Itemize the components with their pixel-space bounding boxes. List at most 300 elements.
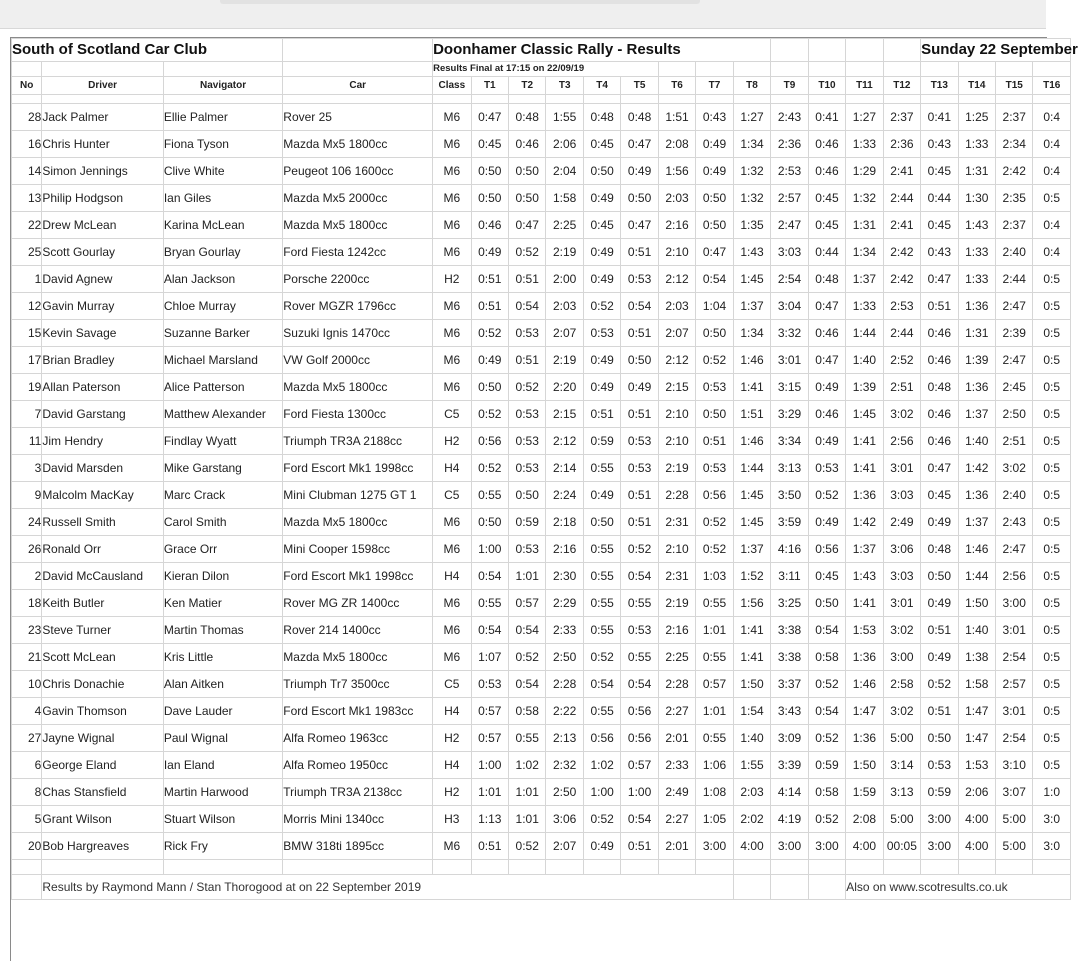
stage-time-t13: 0:46 (921, 347, 958, 374)
stage-time-t5: 0:53 (621, 266, 658, 293)
stage-time-t5: 0:47 (621, 212, 658, 239)
stage-time-t16: 0:4 (1033, 158, 1071, 185)
stage-time-t9: 2:54 (771, 266, 808, 293)
results-sheet[interactable] (10, 37, 1078, 961)
stage-time-t3: 2:20 (546, 374, 583, 401)
stage-time-t9: 3:50 (771, 482, 808, 509)
stage-time-t1: 0:46 (471, 212, 508, 239)
stage-time-t2: 0:53 (509, 455, 546, 482)
stage-time-t5: 0:53 (621, 428, 658, 455)
car-number: 22 (12, 212, 42, 239)
stage-time-t11: 1:59 (846, 779, 883, 806)
stage-time-t14: 1:31 (958, 320, 995, 347)
stage-time-t6: 2:15 (658, 374, 695, 401)
column-header-t11: T11 (846, 77, 883, 95)
stage-time-t2: 0:58 (509, 698, 546, 725)
stage-time-t3: 2:50 (546, 779, 583, 806)
stage-time-t11: 1:36 (846, 482, 883, 509)
table-row (12, 374, 1071, 401)
stage-time-t10: 0:52 (808, 671, 845, 698)
column-header-t16: T16 (1033, 77, 1071, 95)
stage-time-t8: 1:54 (733, 698, 771, 725)
stage-time-t6: 2:03 (658, 293, 695, 320)
column-header-t14: T14 (958, 77, 995, 95)
stage-time-t16: 0:5 (1033, 293, 1071, 320)
car-model: Ford Escort Mk1 1998cc (283, 455, 433, 482)
driver-name: George Eland (42, 752, 163, 779)
stage-time-t10: 0:45 (808, 185, 845, 212)
stage-time-t1: 0:56 (471, 428, 508, 455)
stage-time-t11: 1:31 (846, 212, 883, 239)
stage-time-t3: 2:16 (546, 536, 583, 563)
stage-time-t14: 1:30 (958, 185, 995, 212)
title-row (12, 39, 1071, 62)
navigator-name: Ellie Palmer (163, 104, 282, 131)
stage-time-t7: 0:50 (696, 320, 733, 347)
stage-time-t12: 3:01 (883, 455, 920, 482)
car-class: H4 (433, 752, 471, 779)
stage-time-t12: 2:41 (883, 212, 920, 239)
navigator-name: Alan Jackson (163, 266, 282, 293)
driver-name: Scott McLean (42, 644, 163, 671)
stage-time-t7: 0:52 (696, 509, 733, 536)
column-header-t8: T8 (733, 77, 771, 95)
stage-time-t5: 0:55 (621, 644, 658, 671)
results-credits: Results by Raymond Mann / Stan Thorogood at on 22 September 2019 (42, 875, 733, 900)
stage-time-t5: 0:57 (621, 752, 658, 779)
stage-time-t15: 2:40 (996, 239, 1033, 266)
stage-time-t13: 0:48 (921, 536, 958, 563)
stage-time-t14: 1:46 (958, 536, 995, 563)
footer-row (12, 875, 1071, 900)
stage-time-t10: 0:59 (808, 752, 845, 779)
driver-name: Scott Gourlay (42, 239, 163, 266)
table-row (12, 104, 1071, 131)
stage-time-t3: 1:55 (546, 104, 583, 131)
car-class: H3 (433, 806, 471, 833)
stage-time-t14: 1:58 (958, 671, 995, 698)
column-header-t12: T12 (883, 77, 920, 95)
stage-time-t1: 0:50 (471, 509, 508, 536)
navigator-name: Stuart Wilson (163, 806, 282, 833)
stage-time-t11: 1:50 (846, 752, 883, 779)
driver-name: Chas Stansfield (42, 779, 163, 806)
stage-time-t1: 1:13 (471, 806, 508, 833)
table-row (12, 212, 1071, 239)
stage-time-t3: 2:25 (546, 212, 583, 239)
table-row (12, 617, 1071, 644)
driver-name: Brian Bradley (42, 347, 163, 374)
car-number: 16 (12, 131, 42, 158)
stage-time-t13: 0:41 (921, 104, 958, 131)
stage-time-t8: 1:45 (733, 266, 771, 293)
toolbar-handle (220, 0, 700, 4)
stage-time-t6: 2:08 (658, 131, 695, 158)
column-header-row (12, 77, 1071, 95)
stage-time-t9: 3:13 (771, 455, 808, 482)
stage-time-t15: 2:35 (996, 185, 1033, 212)
stage-time-t1: 1:01 (471, 779, 508, 806)
navigator-name: Ken Matier (163, 590, 282, 617)
stage-time-t8: 1:50 (733, 671, 771, 698)
car-number: 7 (12, 401, 42, 428)
stage-time-t13: 3:00 (921, 833, 958, 860)
table-row (12, 671, 1071, 698)
stage-time-t1: 0:52 (471, 320, 508, 347)
stage-time-t16: 0:5 (1033, 482, 1071, 509)
stage-time-t12: 2:44 (883, 185, 920, 212)
navigator-name: Martin Harwood (163, 779, 282, 806)
stage-time-t9: 3:37 (771, 671, 808, 698)
stage-time-t12: 2:56 (883, 428, 920, 455)
stage-time-t16: 0:5 (1033, 374, 1071, 401)
navigator-name: Fiona Tyson (163, 131, 282, 158)
stage-time-t4: 0:55 (583, 590, 620, 617)
stage-time-t13: 0:50 (921, 725, 958, 752)
stage-time-t12: 5:00 (883, 806, 920, 833)
stage-time-t2: 0:50 (509, 482, 546, 509)
stage-time-t11: 1:45 (846, 401, 883, 428)
car-model: VW Golf 2000cc (283, 347, 433, 374)
driver-name: Chris Hunter (42, 131, 163, 158)
stage-time-t15: 3:01 (996, 617, 1033, 644)
stage-time-t10: 0:46 (808, 158, 845, 185)
stage-time-t14: 1:47 (958, 725, 995, 752)
stage-time-t4: 0:48 (583, 104, 620, 131)
stage-time-t13: 0:46 (921, 428, 958, 455)
stage-time-t1: 0:53 (471, 671, 508, 698)
stage-time-t2: 0:52 (509, 833, 546, 860)
stage-time-t7: 0:49 (696, 158, 733, 185)
stage-time-t2: 1:01 (509, 779, 546, 806)
car-number: 20 (12, 833, 42, 860)
stage-time-t13: 0:47 (921, 455, 958, 482)
stage-time-t1: 1:07 (471, 644, 508, 671)
driver-name: Grant Wilson (42, 806, 163, 833)
stage-time-t7: 1:01 (696, 698, 733, 725)
stage-time-t6: 2:10 (658, 401, 695, 428)
stage-time-t16: 0:5 (1033, 320, 1071, 347)
stage-time-t8: 1:41 (733, 617, 771, 644)
stage-time-t6: 2:31 (658, 509, 695, 536)
stage-time-t10: 0:50 (808, 590, 845, 617)
stage-time-t2: 0:53 (509, 536, 546, 563)
stage-time-t14: 1:36 (958, 374, 995, 401)
stage-time-t7: 1:05 (696, 806, 733, 833)
car-number: 2 (12, 563, 42, 590)
column-header-no: No (12, 77, 42, 95)
table-row (12, 590, 1071, 617)
car-number: 1 (12, 266, 42, 293)
navigator-name: Carol Smith (163, 509, 282, 536)
stage-time-t16: 0:4 (1033, 239, 1071, 266)
stage-time-t9: 2:47 (771, 212, 808, 239)
stage-time-t13: 0:44 (921, 185, 958, 212)
stage-time-t14: 4:00 (958, 806, 995, 833)
driver-name: Philip Hodgson (42, 185, 163, 212)
stage-time-t1: 0:52 (471, 401, 508, 428)
stage-time-t15: 2:54 (996, 725, 1033, 752)
stage-time-t3: 2:24 (546, 482, 583, 509)
car-model: Mini Clubman 1275 GT 1 (283, 482, 433, 509)
car-model: Triumph TR3A 2138cc (283, 779, 433, 806)
stage-time-t11: 1:34 (846, 239, 883, 266)
driver-name: Keith Butler (42, 590, 163, 617)
stage-time-t12: 3:02 (883, 617, 920, 644)
stage-time-t6: 2:16 (658, 212, 695, 239)
car-number: 13 (12, 185, 42, 212)
stage-time-t14: 1:33 (958, 239, 995, 266)
stage-time-t4: 0:53 (583, 320, 620, 347)
car-number: 10 (12, 671, 42, 698)
table-row (12, 509, 1071, 536)
car-class: M6 (433, 185, 471, 212)
stage-time-t13: 0:49 (921, 590, 958, 617)
stage-time-t11: 1:42 (846, 509, 883, 536)
table-row (12, 833, 1071, 860)
driver-name: Drew McLean (42, 212, 163, 239)
stage-time-t15: 2:47 (996, 293, 1033, 320)
website-link[interactable]: Also on www.scotresults.co.uk (846, 875, 1071, 900)
stage-time-t4: 0:52 (583, 644, 620, 671)
stage-time-t4: 0:49 (583, 266, 620, 293)
table-row (12, 644, 1071, 671)
column-header-t10: T10 (808, 77, 845, 95)
stage-time-t14: 1:37 (958, 401, 995, 428)
column-header-driver: Driver (42, 77, 163, 95)
stage-time-t4: 0:50 (583, 158, 620, 185)
stage-time-t6: 2:19 (658, 590, 695, 617)
stage-time-t12: 2:41 (883, 158, 920, 185)
car-model: Mini Cooper 1598cc (283, 536, 433, 563)
stage-time-t8: 1:35 (733, 212, 771, 239)
table-row (12, 455, 1071, 482)
stage-time-t13: 0:51 (921, 293, 958, 320)
stage-time-t10: 0:49 (808, 509, 845, 536)
car-number: 27 (12, 725, 42, 752)
car-model: Rover 214 1400cc (283, 617, 433, 644)
stage-time-t13: 0:50 (921, 563, 958, 590)
stage-time-t15: 2:51 (996, 428, 1033, 455)
car-model: BMW 318ti 1895cc (283, 833, 433, 860)
stage-time-t2: 0:48 (509, 104, 546, 131)
stage-time-t1: 0:54 (471, 563, 508, 590)
stage-time-t12: 2:53 (883, 293, 920, 320)
stage-time-t10: 0:52 (808, 725, 845, 752)
stage-time-t15: 2:45 (996, 374, 1033, 401)
stage-time-t13: 0:45 (921, 482, 958, 509)
results-table (11, 38, 1078, 900)
stage-time-t9: 2:57 (771, 185, 808, 212)
stage-time-t6: 2:10 (658, 536, 695, 563)
car-number: 23 (12, 617, 42, 644)
stage-time-t7: 0:53 (696, 374, 733, 401)
stage-time-t14: 1:47 (958, 698, 995, 725)
stage-time-t3: 2:50 (546, 644, 583, 671)
car-number: 11 (12, 428, 42, 455)
stage-time-t13: 0:59 (921, 779, 958, 806)
column-header-class: Class (433, 77, 471, 95)
stage-time-t6: 1:56 (658, 158, 695, 185)
stage-time-t15: 2:37 (996, 212, 1033, 239)
stage-time-t15: 2:43 (996, 509, 1033, 536)
stage-time-t8: 4:00 (733, 833, 771, 860)
stage-time-t10: 0:56 (808, 536, 845, 563)
driver-name: Gavin Thomson (42, 698, 163, 725)
stage-time-t8: 1:45 (733, 509, 771, 536)
car-number: 5 (12, 806, 42, 833)
car-model: Morris Mini 1340cc (283, 806, 433, 833)
car-number: 8 (12, 779, 42, 806)
stage-time-t1: 0:50 (471, 185, 508, 212)
stage-time-t10: 0:52 (808, 806, 845, 833)
stage-time-t10: 0:49 (808, 428, 845, 455)
car-class: M6 (433, 131, 471, 158)
navigator-name: Marc Crack (163, 482, 282, 509)
stage-time-t2: 0:52 (509, 239, 546, 266)
car-model: Ford Fiesta 1242cc (283, 239, 433, 266)
stage-time-t16: 0:4 (1033, 212, 1071, 239)
navigator-name: Alan Aitken (163, 671, 282, 698)
top-toolbar (0, 0, 1046, 29)
stage-time-t7: 1:06 (696, 752, 733, 779)
car-class: M6 (433, 833, 471, 860)
car-class: H2 (433, 266, 471, 293)
stage-time-t9: 3:11 (771, 563, 808, 590)
car-model: Alfa Romeo 1950cc (283, 752, 433, 779)
stage-time-t14: 1:25 (958, 104, 995, 131)
car-model: Ford Escort Mk1 1998cc (283, 563, 433, 590)
stage-time-t10: 0:47 (808, 293, 845, 320)
navigator-name: Kieran Dilon (163, 563, 282, 590)
stage-time-t3: 2:12 (546, 428, 583, 455)
stage-time-t2: 0:57 (509, 590, 546, 617)
stage-time-t4: 1:00 (583, 779, 620, 806)
stage-time-t13: 0:49 (921, 509, 958, 536)
stage-time-t11: 1:37 (846, 536, 883, 563)
stage-time-t13: 0:46 (921, 401, 958, 428)
stage-time-t5: 0:54 (621, 806, 658, 833)
stage-time-t4: 0:52 (583, 293, 620, 320)
stage-time-t16: 0:5 (1033, 644, 1071, 671)
stage-time-t3: 2:19 (546, 239, 583, 266)
stage-time-t3: 1:58 (546, 185, 583, 212)
stage-time-t16: 0:5 (1033, 590, 1071, 617)
stage-time-t11: 1:37 (846, 266, 883, 293)
stage-time-t12: 2:52 (883, 347, 920, 374)
stage-time-t9: 3:09 (771, 725, 808, 752)
stage-time-t2: 0:51 (509, 347, 546, 374)
stage-time-t9: 3:32 (771, 320, 808, 347)
stage-time-t12: 2:44 (883, 320, 920, 347)
stage-time-t9: 2:43 (771, 104, 808, 131)
stage-time-t8: 1:34 (733, 320, 771, 347)
stage-time-t11: 1:53 (846, 617, 883, 644)
stage-time-t10: 0:54 (808, 698, 845, 725)
stage-time-t16: 0:5 (1033, 752, 1071, 779)
stage-time-t10: 0:46 (808, 131, 845, 158)
stage-time-t2: 0:54 (509, 671, 546, 698)
stage-time-t16: 0:5 (1033, 347, 1071, 374)
stage-time-t1: 0:50 (471, 374, 508, 401)
stage-time-t3: 2:04 (546, 158, 583, 185)
stage-time-t5: 0:49 (621, 374, 658, 401)
car-class: H2 (433, 725, 471, 752)
navigator-name: Kris Little (163, 644, 282, 671)
stage-time-t5: 0:47 (621, 131, 658, 158)
stage-time-t2: 0:55 (509, 725, 546, 752)
stage-time-t10: 0:48 (808, 266, 845, 293)
car-model: Rover MG ZR 1400cc (283, 590, 433, 617)
stage-time-t11: 1:33 (846, 131, 883, 158)
stage-time-t15: 3:01 (996, 698, 1033, 725)
stage-time-t3: 2:22 (546, 698, 583, 725)
stage-time-t15: 2:37 (996, 104, 1033, 131)
driver-name: Ronald Orr (42, 536, 163, 563)
table-row (12, 185, 1071, 212)
stage-time-t11: 1:27 (846, 104, 883, 131)
stage-time-t13: 0:43 (921, 131, 958, 158)
navigator-name: Matthew Alexander (163, 401, 282, 428)
stage-time-t3: 2:07 (546, 320, 583, 347)
table-row (12, 293, 1071, 320)
stage-time-t12: 00:05 (883, 833, 920, 860)
stage-time-t1: 0:49 (471, 239, 508, 266)
stage-time-t11: 1:46 (846, 671, 883, 698)
car-model: Triumph TR3A 2188cc (283, 428, 433, 455)
table-row (12, 752, 1071, 779)
stage-time-t5: 0:54 (621, 293, 658, 320)
car-class: M6 (433, 104, 471, 131)
stage-time-t9: 4:16 (771, 536, 808, 563)
stage-time-t2: 1:01 (509, 563, 546, 590)
stage-time-t3: 2:03 (546, 293, 583, 320)
stage-time-t5: 0:54 (621, 671, 658, 698)
stage-time-t8: 1:45 (733, 482, 771, 509)
stage-time-t12: 5:00 (883, 725, 920, 752)
stage-time-t9: 3:03 (771, 239, 808, 266)
stage-time-t12: 3:00 (883, 644, 920, 671)
stage-time-t7: 1:08 (696, 779, 733, 806)
car-class: C5 (433, 401, 471, 428)
car-model: Rover 25 (283, 104, 433, 131)
stage-time-t1: 0:45 (471, 131, 508, 158)
stage-time-t2: 0:54 (509, 617, 546, 644)
navigator-name: Findlay Wyatt (163, 428, 282, 455)
stage-time-t4: 0:55 (583, 455, 620, 482)
stage-time-t3: 2:00 (546, 266, 583, 293)
stage-time-t14: 1:37 (958, 509, 995, 536)
car-class: M6 (433, 536, 471, 563)
stage-time-t14: 1:38 (958, 644, 995, 671)
stage-time-t8: 1:32 (733, 158, 771, 185)
stage-time-t5: 0:55 (621, 590, 658, 617)
stage-time-t4: 0:49 (583, 185, 620, 212)
stage-time-t9: 3:00 (771, 833, 808, 860)
stage-time-t14: 4:00 (958, 833, 995, 860)
stage-time-t6: 2:19 (658, 455, 695, 482)
stage-time-t7: 0:55 (696, 590, 733, 617)
stage-time-t14: 1:39 (958, 347, 995, 374)
stage-time-t4: 0:56 (583, 725, 620, 752)
stage-time-t5: 0:48 (621, 104, 658, 131)
stage-time-t8: 1:37 (733, 536, 771, 563)
stage-time-t12: 3:03 (883, 482, 920, 509)
driver-name: Steve Turner (42, 617, 163, 644)
car-class: H2 (433, 428, 471, 455)
car-class: H4 (433, 563, 471, 590)
stage-time-t14: 1:33 (958, 131, 995, 158)
